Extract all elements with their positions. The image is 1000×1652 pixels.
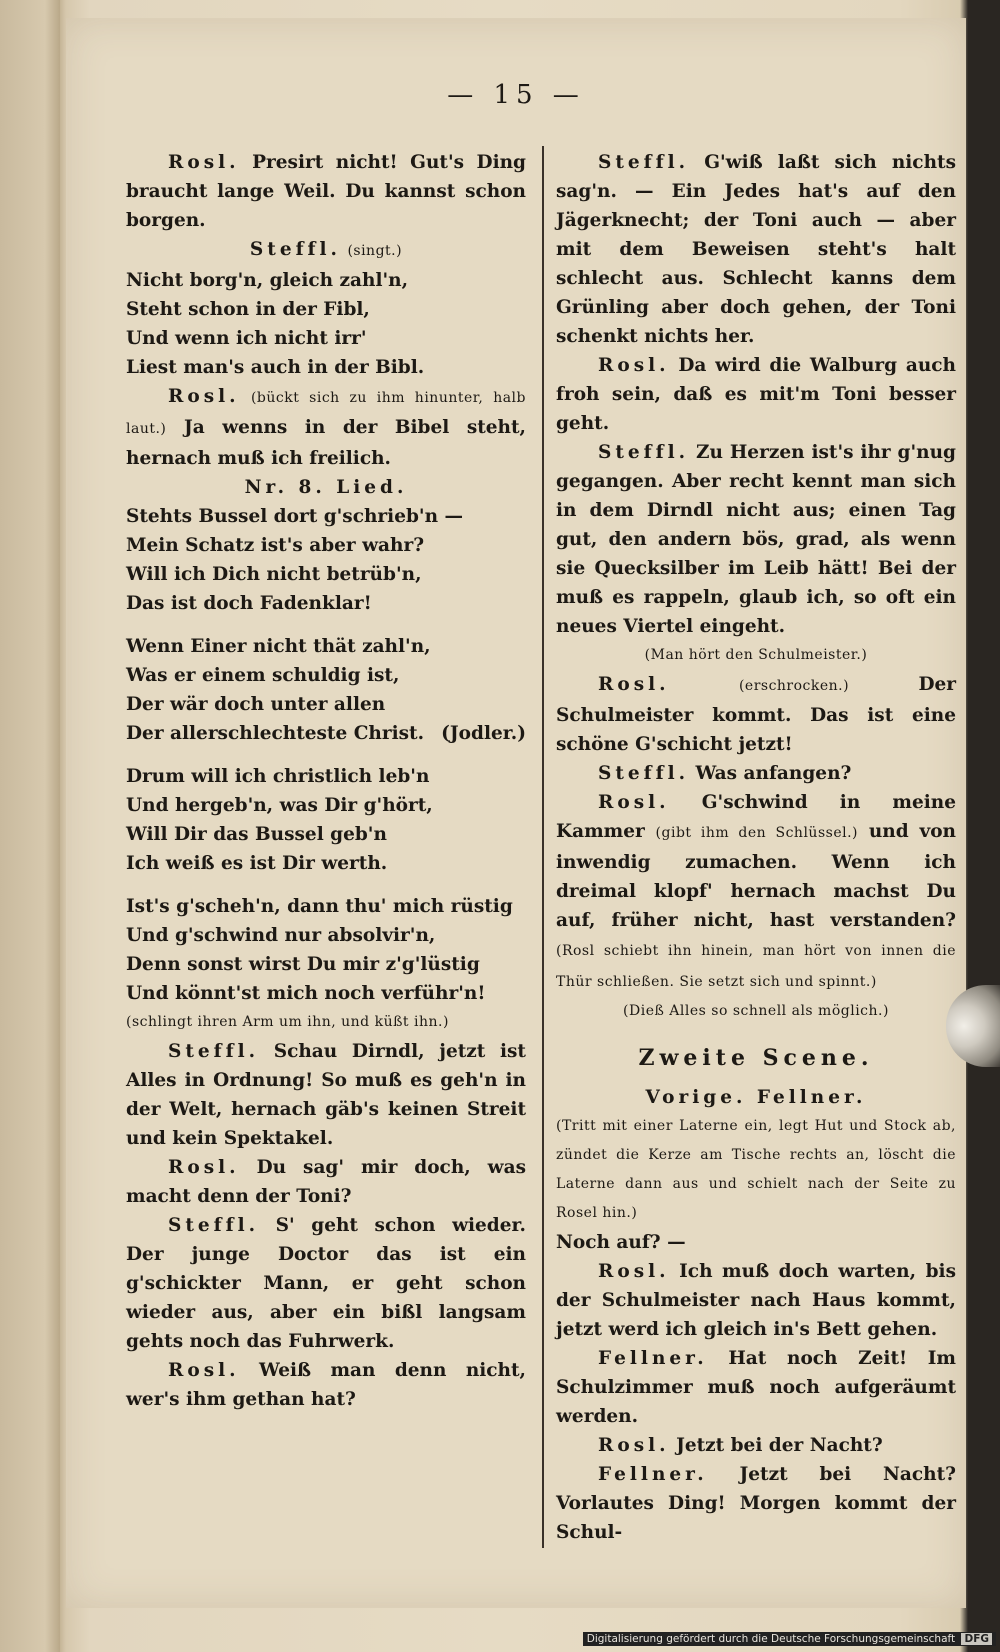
dialogue-text: Jetzt bei Nacht? Vorlautes Ding! Morgen kommt der Schul- xyxy=(556,1464,956,1543)
dialogue-text: Schau Dirndl, jetzt ist Alles in Ordnung! So muß es geh'n in der Welt, hernach gäb's keinen Streit und kein Spektakel. xyxy=(126,1041,526,1149)
stanza-gap xyxy=(126,878,526,892)
dialogue-text: S' geht schon wieder. Der junge Doctor das ist ein g'schickter Mann, er geht schon wieder aus, aber ein bißl langsam gehts noch das Fuhrwerk. xyxy=(126,1215,526,1352)
verse-line: Will Dir das Bussel geb'n xyxy=(126,824,387,845)
speaker-name: Steffl. xyxy=(168,1041,260,1062)
speaker-name: Rosl. xyxy=(598,355,670,376)
verse-line: Liest man's auch in der Bibl. xyxy=(126,357,425,378)
dialogue-text: Weiß man denn nicht, wer's ihm gethan hat? xyxy=(126,1360,526,1410)
verse-line: Mein Schatz ist's aber wahr? xyxy=(126,535,425,556)
speaker-name: Rosl. xyxy=(598,674,670,695)
dialogue-text: Da wird die Walburg auch froh sein, daß es mit'm Toni besser geht. xyxy=(556,355,956,434)
column-rule xyxy=(542,146,544,1548)
stage-direction: (erschrocken.) xyxy=(738,678,850,694)
dialogue-paragraph xyxy=(556,1257,956,1344)
dialogue-text: Der Schulmeister kommt. Das ist eine schöne G'schicht jetzt! xyxy=(556,674,956,755)
dfg-logo: DFG xyxy=(961,1633,992,1645)
dialogue-paragraph xyxy=(126,1037,526,1153)
speaker-name: Rosl. xyxy=(168,1360,240,1381)
dialogue-text: G'schwind in meine Kammer xyxy=(556,792,956,842)
speaker-name: Rosl. xyxy=(598,792,670,813)
verse-line: Und wenn ich nicht irr' xyxy=(126,328,367,349)
section-title: Vorige. Fellner. xyxy=(645,1087,867,1108)
book-page xyxy=(66,18,966,1608)
dialogue-text: Hat noch Zeit! Im Schulzimmer muß noch aufgeräumt werden. xyxy=(556,1348,956,1427)
stage-direction: (Rosl schiebt ihn hinein, man hört von innen die Thür schließen. Sie setzt sich und spinnt.) xyxy=(556,943,956,990)
verse-line: Ist's g'scheh'n, dann thu' mich rüstig xyxy=(126,896,513,917)
verse-line: Und könnt'st mich noch verführ'n! xyxy=(126,983,486,1004)
stage-direction: (Jodler.) xyxy=(441,723,526,744)
page-number: — 15 — xyxy=(447,80,585,110)
verse-line: Und hergeb'n, was Dir g'hört, xyxy=(126,795,433,816)
dialogue-paragraph xyxy=(126,1153,526,1211)
verse-line: Drum will ich christlich leb'n xyxy=(126,766,430,787)
verse-line: Der wär doch unter allen xyxy=(126,694,386,715)
dialogue-paragraph xyxy=(556,351,956,438)
facing-page-edge xyxy=(0,0,60,1652)
stage-direction: (Tritt mit einer Laterne ein, legt Hut und Stock ab, zündet die Kerze am Tische rechts an, löscht die Laterne dann aus und schielt nach der Seite zu Rosel hin.) xyxy=(556,1118,956,1221)
stanza-gap xyxy=(126,618,526,632)
verse-line: Will ich Dich nicht betrüb'n, xyxy=(126,564,422,585)
dialogue-paragraph xyxy=(126,382,526,473)
verse-line: Nicht borg'n, gleich zahl'n, xyxy=(126,270,409,291)
stage-direction: (bückt sich zu ihm hinunter, halb laut.) xyxy=(126,390,526,437)
stage-direction: (singt.) xyxy=(347,243,403,259)
verse-line: Denn sonst wirst Du mir z'g'lüstig xyxy=(126,954,480,975)
credit-text: Digitalisierung gefördert durch die Deutsche Forschungsgemeinschaft xyxy=(586,1633,956,1645)
dialogue-text: Ja wenns in der Bibel steht, hernach muß ich freilich. xyxy=(126,417,526,469)
dialogue-paragraph xyxy=(556,670,956,759)
verse-line: Steht schon in der Fibl, xyxy=(126,299,370,320)
dialogue-text: Du sag' mir doch, was macht denn der Toni? xyxy=(126,1157,526,1207)
speaker-name: Steffl. xyxy=(598,152,690,173)
speaker-name: Steffl. xyxy=(598,763,690,784)
left-column xyxy=(126,148,526,1414)
verse-line: Was er einem schuldig ist, xyxy=(126,665,400,686)
dialogue-paragraph xyxy=(126,1356,526,1414)
verse-line: Stehts Bussel dort g'schrieb'n — xyxy=(126,506,463,527)
speaker-name: Steffl. xyxy=(249,239,341,260)
dialogue-paragraph xyxy=(126,1211,526,1356)
section-title: Nr. 8. Lied. xyxy=(244,477,408,498)
stanza-gap xyxy=(126,748,526,762)
verse-line xyxy=(126,719,526,748)
speaker-line xyxy=(126,235,526,266)
speaker-name: Rosl. xyxy=(168,1157,240,1178)
dialogue-text: Noch auf? — xyxy=(556,1232,686,1253)
speaker-name: Rosl. xyxy=(168,386,240,407)
dialogue-text: Jetzt bei der Nacht? xyxy=(676,1435,883,1456)
verse-line: Ich weiß es ist Dir werth. xyxy=(126,853,388,874)
dialogue-text: Was anfangen? xyxy=(695,763,852,784)
dialogue-text: Ich muß doch warten, bis der Schulmeister nach Haus kommt, jetzt werd ich gleich in's Bett gehen. xyxy=(556,1261,956,1340)
digitization-credit xyxy=(583,1632,996,1646)
dialogue-text: G'wiß laßt sich nichts sag'n. — Ein Jedes hat's auf den Jägerknecht; der Toni auch — aber mit dem Beweisen steht's halt schlecht aus. Schlecht kanns dem Grünling aber doch gehen, der Toni schenkt nichts her. xyxy=(556,152,956,347)
dialogue-text: Zu Herzen ist's ihr g'nug gegangen. Aber recht kennt man sich in dem Dirndl nicht aus; einen Tag gut, den andern bös, grad, als wenn sie Quecksilber im Leib hätt! Bei der muß es rappeln, glaub ich, so oft ein neues Viertel eingeht. xyxy=(556,442,956,637)
speaker-name: Fellner. xyxy=(598,1348,708,1369)
speaker-name: Steffl. xyxy=(168,1215,260,1236)
dialogue-paragraph xyxy=(556,1344,956,1431)
verse-line: Das ist doch Fadenklar! xyxy=(126,593,372,614)
speaker-name: Fellner. xyxy=(598,1464,708,1485)
dialogue-paragraph xyxy=(556,759,956,788)
speaker-name: Rosl. xyxy=(168,152,240,173)
dialogue-paragraph xyxy=(556,788,956,997)
dialogue-paragraph xyxy=(556,148,956,351)
stage-direction: (schlingt ihren Arm um ihn, und küßt ihn.) xyxy=(126,1014,449,1030)
dialogue-paragraph xyxy=(556,438,956,641)
speaker-name: Steffl. xyxy=(598,442,690,463)
dialogue-text: und von inwendig zumachen. Wenn ich dreimal klopf' hernach machst Du auf, früher nicht, hast verstanden? xyxy=(556,821,956,931)
dialogue-paragraph xyxy=(556,1460,956,1547)
speaker-name: Rosl. xyxy=(598,1435,670,1456)
stage-direction: (Man hört den Schulmeister.) xyxy=(644,647,868,663)
scene-heading: Zweite Scene. xyxy=(638,1045,874,1071)
dialogue-paragraph xyxy=(556,1431,956,1460)
verse-text: Der allerschlechteste Christ. xyxy=(126,723,425,744)
verse-line: Und g'schwind nur absolvir'n, xyxy=(126,925,436,946)
stage-direction: (Dieß Alles so schnell als möglich.) xyxy=(623,1003,889,1019)
speaker-name: Rosl. xyxy=(598,1261,670,1282)
verse-line: Wenn Einer nicht thät zahl'n, xyxy=(126,636,431,657)
right-column xyxy=(556,148,956,1547)
stage-direction: (gibt ihm den Schlüssel.) xyxy=(655,825,858,841)
dialogue-paragraph xyxy=(126,148,526,235)
dialogue-text: Presirt nicht! Gut's Ding braucht lange Weil. Du kannst schon borgen. xyxy=(126,152,526,231)
